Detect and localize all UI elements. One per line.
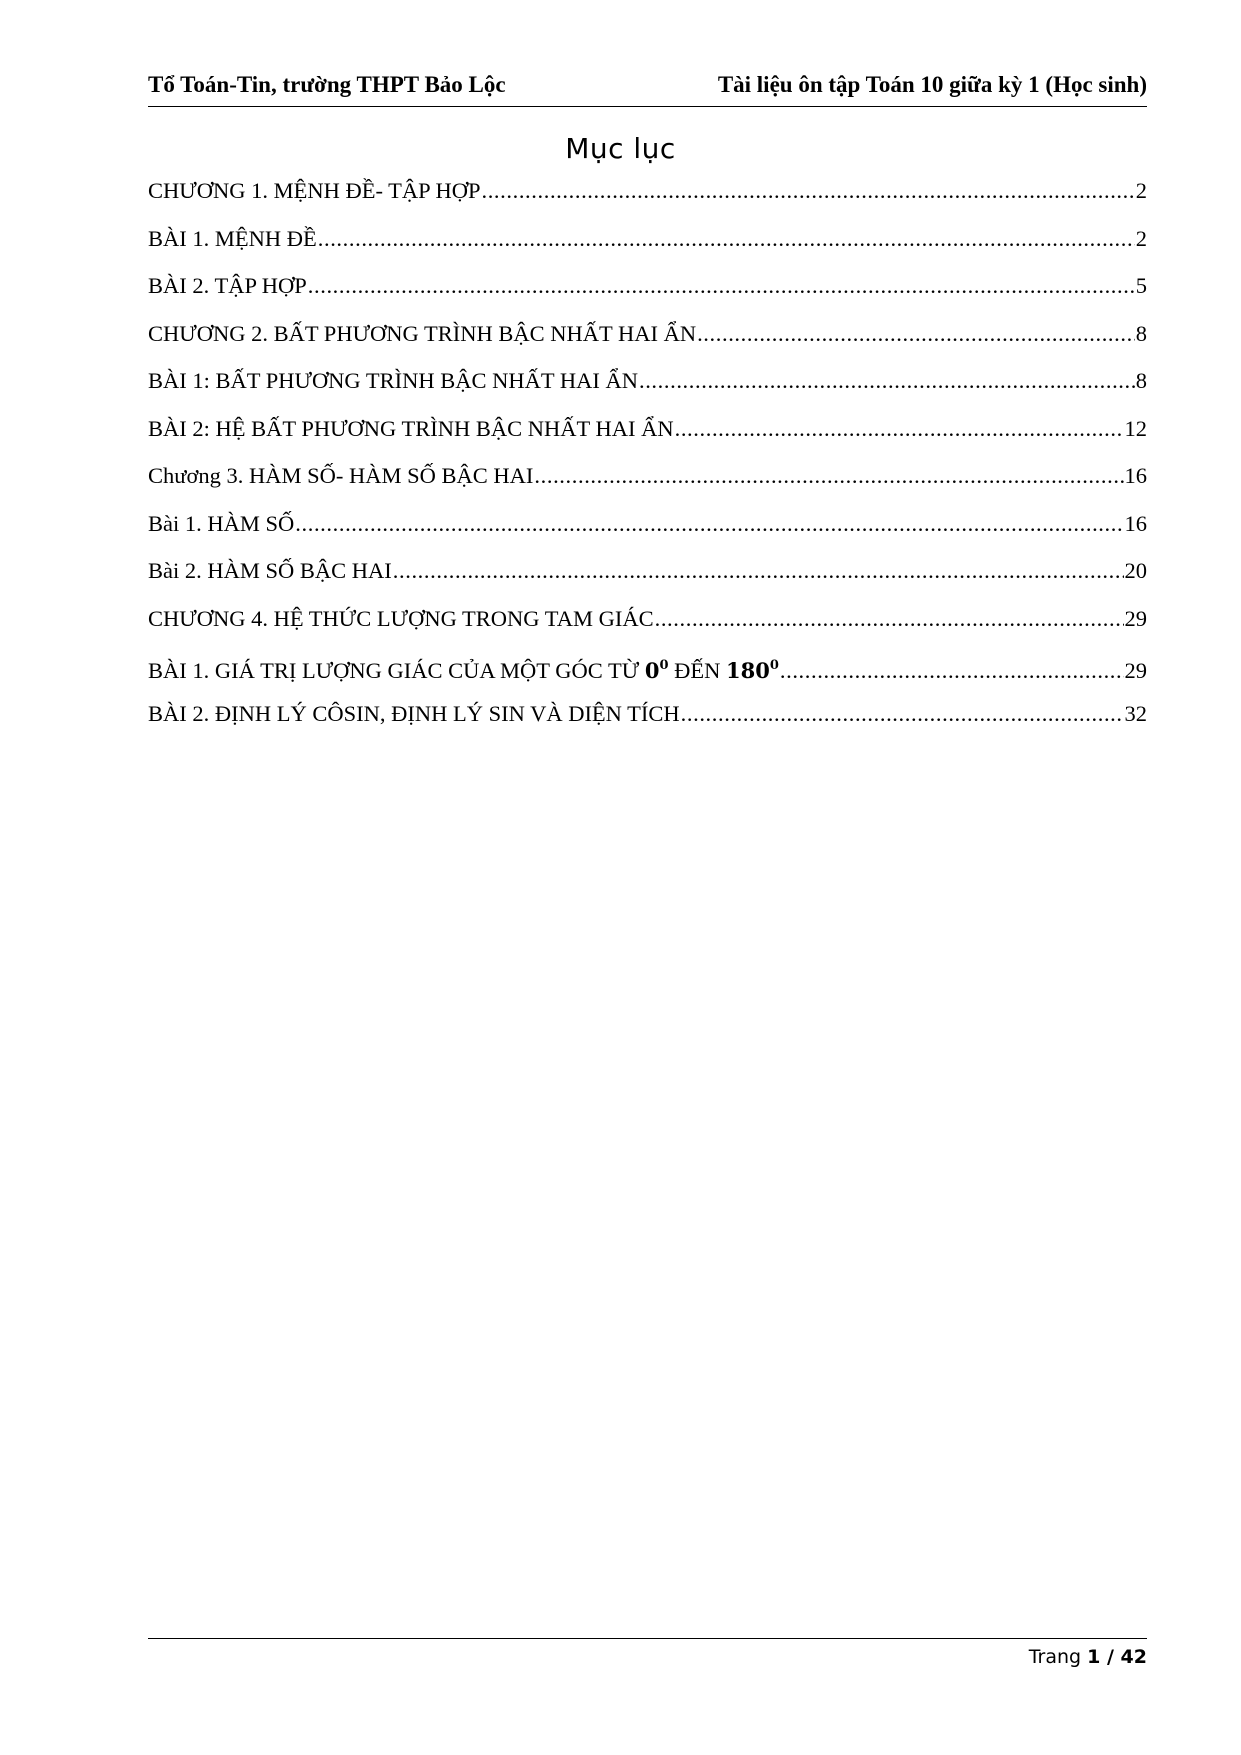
toc-entry-lesson-2-2[interactable] — [148, 413, 1147, 461]
toc-entry-lesson-3-1[interactable] — [148, 508, 1147, 556]
toc-entry-lesson-4-2[interactable] — [148, 698, 1147, 746]
dot-leader — [481, 175, 1134, 207]
toc-entry-chapter-4[interactable] — [148, 603, 1147, 651]
toc-entry-label: BÀI 2. ĐỊNH LÝ CÔSIN, ĐỊNH LÝ SIN VÀ DIỆN TÍCH — [148, 700, 680, 726]
toc-entry-page: 16 — [1124, 510, 1147, 536]
toc-entry-page: 29 — [1124, 605, 1147, 631]
toc-entry-page: 29 — [1124, 658, 1147, 683]
table-of-contents — [148, 175, 1147, 745]
toc-entry-page: 8 — [1135, 320, 1147, 346]
page-header — [148, 72, 1147, 107]
toc-entry-page: 12 — [1124, 415, 1147, 441]
toc-entry-label: CHƯƠNG 4. HỆ THỨC LƯỢNG TRONG TAM GIÁC — [148, 605, 654, 631]
toc-entry-page: 16 — [1124, 463, 1147, 488]
math-angle-from: $0^0$ — [644, 658, 669, 683]
toc-entry-lesson-3-2[interactable] — [148, 555, 1147, 603]
total-pages: 42 — [1120, 1646, 1147, 1668]
toc-entry-page: 2 — [1135, 178, 1147, 203]
toc-entry-page: 2 — [1135, 225, 1147, 251]
dot-leader — [295, 508, 1123, 540]
toc-entry-label-prefix: BÀI 1. GIÁ TRỊ LƯỢNG GIÁC CỦA MỘT GÓC TỪ — [148, 658, 645, 683]
toc-entry-label — [148, 650, 779, 687]
toc-entry-lesson-1-1[interactable] — [148, 223, 1147, 271]
math-angle-to: $180^0$ — [725, 658, 779, 683]
toc-entry-label: CHƯƠNG 2. BẤT PHƯƠNG TRÌNH BẬC NHẤT HAI ẨN — [148, 320, 697, 346]
dot-leader — [639, 365, 1135, 397]
toc-entry-page: 32 — [1124, 700, 1147, 726]
dot-leader — [780, 655, 1124, 687]
footer-divider — [148, 1638, 1147, 1639]
dot-leader — [675, 413, 1124, 445]
dot-leader — [697, 318, 1135, 350]
toc-entry-lesson-2-1[interactable] — [148, 365, 1147, 413]
toc-entry-page: 5 — [1135, 273, 1147, 298]
toc-entry-lesson-1-2[interactable] — [148, 270, 1147, 318]
dot-leader — [534, 460, 1123, 492]
header-right-text: Tài liệu ôn tập Toán 10 giữa kỳ 1 (Học sinh) — [717, 72, 1147, 97]
toc-entry-page: 20 — [1124, 558, 1147, 583]
toc-entry-label: Chương 3. HÀM SỐ- HÀM SỐ BẬC HAI — [148, 463, 534, 488]
toc-entry-lesson-4-1[interactable] — [148, 650, 1147, 698]
current-page: 1 — [1087, 1646, 1101, 1668]
toc-entry-label: BÀI 2. TẬP HỢP — [148, 273, 307, 298]
toc-entry-label: Bài 2. HÀM SỐ BẬC HAI — [148, 558, 392, 583]
toc-entry-chapter-1[interactable] — [148, 175, 1147, 223]
toc-entry-chapter-2[interactable] — [148, 318, 1147, 366]
toc-entry-label: BÀI 2: HỆ BẤT PHƯƠNG TRÌNH BẬC NHẤT HAI ẨN — [148, 415, 674, 441]
page-number: Trang 1 / 42 — [1028, 1646, 1147, 1668]
toc-entry-label: BÀI 1. MỆNH ĐỀ — [148, 225, 317, 251]
dot-leader — [318, 223, 1135, 255]
toc-title: Mục lục — [565, 132, 676, 165]
dot-leader — [308, 270, 1135, 302]
dot-leader — [655, 603, 1124, 635]
toc-entry-page: 8 — [1135, 368, 1147, 393]
toc-entry-label-mid: ĐẾN — [668, 658, 726, 683]
toc-entry-label: Bài 1. HÀM SỐ — [148, 510, 295, 536]
dot-leader — [393, 555, 1124, 587]
dot-leader — [681, 698, 1124, 730]
toc-entry-label: CHƯƠNG 1. MỆNH ĐỀ- TẬP HỢP — [148, 178, 481, 203]
header-left-text: Tổ Toán-Tin, trường THPT Bảo Lộc — [148, 72, 506, 97]
toc-entry-label: BÀI 1: BẤT PHƯƠNG TRÌNH BẬC NHẤT HAI ẨN — [148, 368, 638, 393]
toc-entry-chapter-3[interactable] — [148, 460, 1147, 508]
